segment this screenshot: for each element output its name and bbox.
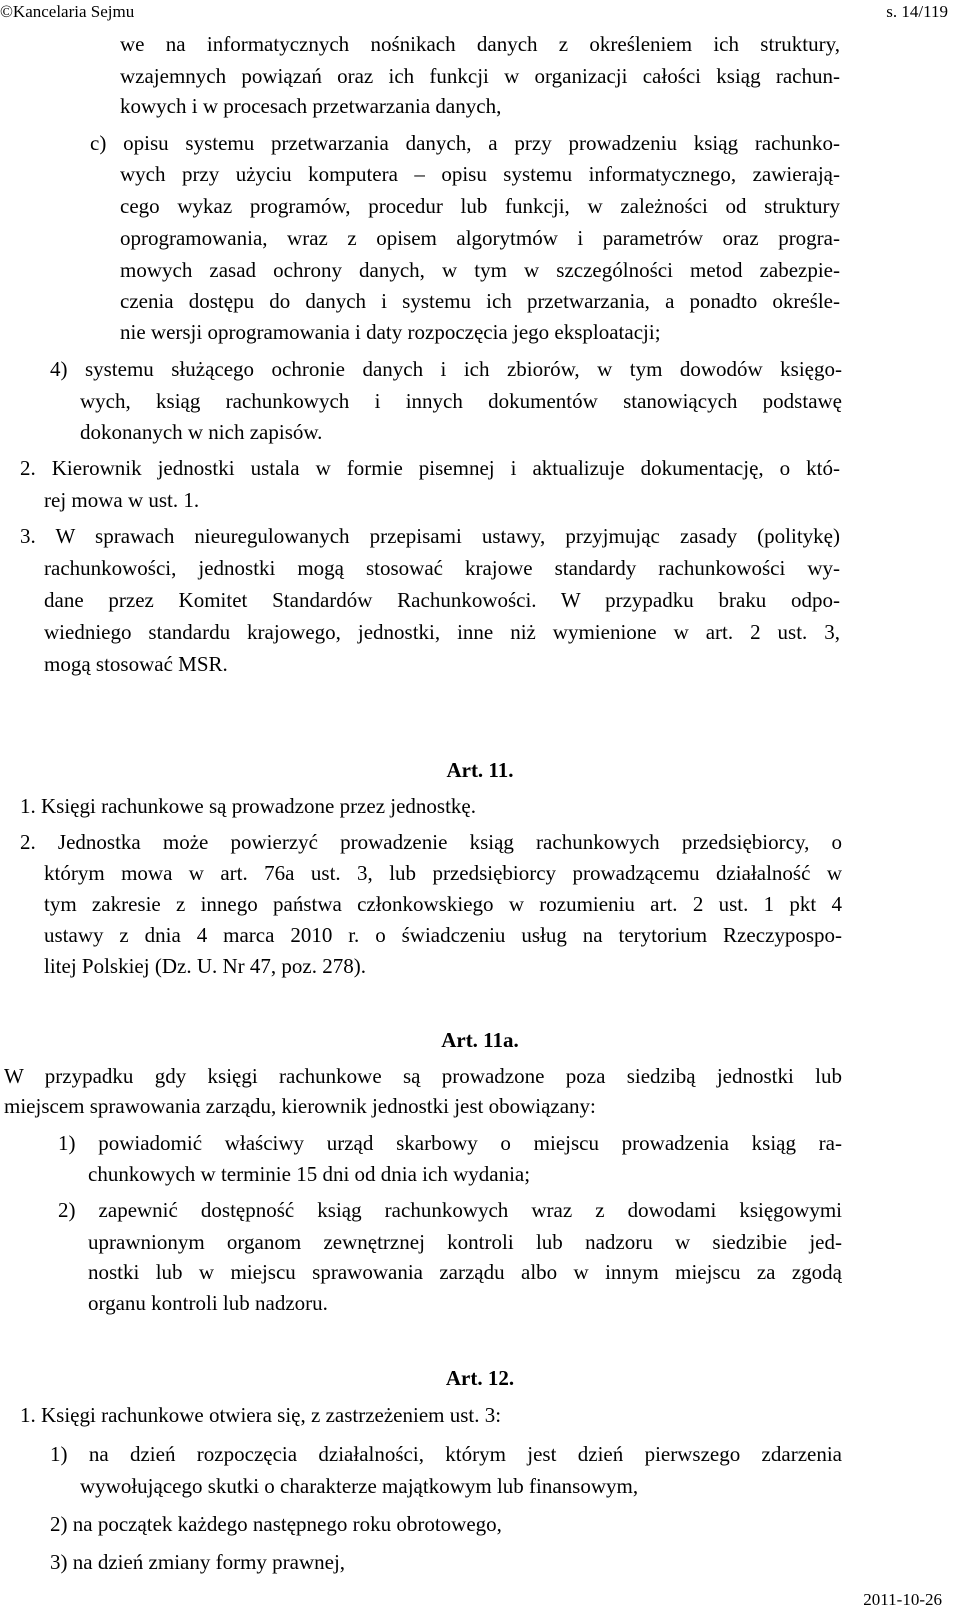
text-line: 2. Kierownik jednostki ustala w formie pisemnej i aktualizuje dokumentację, o któ- (20, 456, 840, 480)
text-line: W przypadku gdy księgi rachunkowe są prowadzone poza siedzibą jednostki lub (4, 1064, 842, 1088)
text-line: 1) na dzień rozpoczęcia działalności, którym jest dzień pierwszego zdarzenia (50, 1442, 842, 1466)
header-page-number: s. 14/119 (886, 2, 948, 21)
text-line: wzajemnych powiązań oraz ich funkcji w organizacji całości ksiąg rachun- (120, 64, 840, 88)
text-line: nostki lub w miejscu sprawowania zarządu albo w innym miejscu za zgodą (88, 1260, 842, 1284)
text-line: wych przy użyciu komputera – opisu systemu informatycznego, zawierają- (120, 162, 840, 186)
header-copyright: ©Kancelaria Sejmu (0, 2, 135, 21)
text-line: dane przez Komitet Standardów Rachunkowości. W przypadku braku odpo- (44, 588, 840, 612)
text-line: tym zakresie z innego państwa członkowskiego w rozumieniu art. 2 ust. 1 pkt 4 (44, 892, 842, 916)
article-title-11a: Art. 11a. (441, 1028, 519, 1052)
text-line: kowych i w procesach przetwarzania danych, (120, 94, 502, 118)
text-line: dokonanych w nich zapisów. (80, 420, 323, 444)
text-line: 4) systemu służącego ochronie danych i ich zbiorów, w tym dowodów księgo- (50, 357, 842, 381)
text-line: wych, ksiąg rachunkowych i innych dokumentów stanowiących podstawę (80, 389, 842, 413)
text-line: organu kontroli lub nadzoru. (88, 1291, 328, 1315)
text-line: rachunkowości, jednostki mogą stosować krajowe standardy rachunkowości wy- (44, 556, 840, 580)
text-line: cego wykaz programów, procedur lub funkcji, w zależności od struktury (120, 194, 840, 218)
article-title-12: Art. 12. (445, 1366, 515, 1390)
text-line: czenia dostępu do danych i systemu ich przetwarzania, a ponadto określe- (120, 289, 840, 313)
text-line: 2) na początek każdego następnego roku obrotowego, (50, 1512, 502, 1536)
text-line: 1. Księgi rachunkowe są prowadzone przez jednostkę. (20, 794, 477, 818)
text-line: oprogramowania, wraz z opisem algorytmów i parametrów oraz progra- (120, 226, 840, 250)
text-line: mowych zasad ochrony danych, w tym w szczególności metod zabezpie- (120, 258, 840, 282)
text-line: litej Polskiej (Dz. U. Nr 47, poz. 278). (44, 954, 366, 978)
text-line: wywołującego skutki o charakterze majątkowym lub finansowym, (80, 1474, 639, 1498)
text-line: c) opisu systemu przetwarzania danych, a przy prowadzeniu ksiąg rachunko- (90, 131, 840, 155)
text-line: we na informatycznych nośnikach danych z określeniem ich struktury, (120, 32, 840, 56)
text-line: chunkowych w terminie 15 dni od dnia ich wydania; (88, 1162, 531, 1186)
text-line: 3) na dzień zmiany formy prawnej, (50, 1550, 346, 1574)
text-line: 3. W sprawach nieuregulowanych przepisami ustawy, przyjmując zasady (politykę) (20, 524, 840, 548)
text-line: uprawnionym organom zewnętrznej kontroli lub nadzoru w siedzibie jed- (88, 1230, 842, 1254)
article-title-11: Art. 11. (446, 758, 514, 782)
text-line: mogą stosować MSR. (44, 652, 228, 676)
text-line: rej mowa w ust. 1. (44, 488, 200, 512)
text-line: nie wersji oprogramowania i daty rozpoczęcia jego eksploatacji; (120, 320, 661, 344)
text-line: ustawy z dnia 4 marca 2010 r. o świadczeniu usług na terytorium Rzeczypospo- (44, 923, 842, 947)
text-line: 2) zapewnić dostępność ksiąg rachunkowych wraz z dowodami księgowymi (58, 1198, 842, 1222)
footer-date: 2011-10-26 (863, 1590, 942, 1609)
text-line: którym mowa w art. 76a ust. 3, lub przedsiębiorcy prowadzącemu działalność w (44, 861, 842, 885)
text-line: wiedniego standardu krajowego, jednostki, inne niż wymienione w art. 2 ust. 3, (44, 620, 840, 644)
text-line: miejscem sprawowania zarządu, kierownik jednostki jest obowiązany: (4, 1094, 596, 1118)
text-line: 1. Księgi rachunkowe otwiera się, z zastrzeżeniem ust. 3: (20, 1403, 502, 1427)
text-line: 1) powiadomić właściwy urząd skarbowy o miejscu prowadzenia ksiąg ra- (58, 1131, 842, 1155)
text-line: 2. Jednostka może powierzyć prowadzenie ksiąg rachunkowych przedsiębiorcy, o (20, 830, 842, 854)
